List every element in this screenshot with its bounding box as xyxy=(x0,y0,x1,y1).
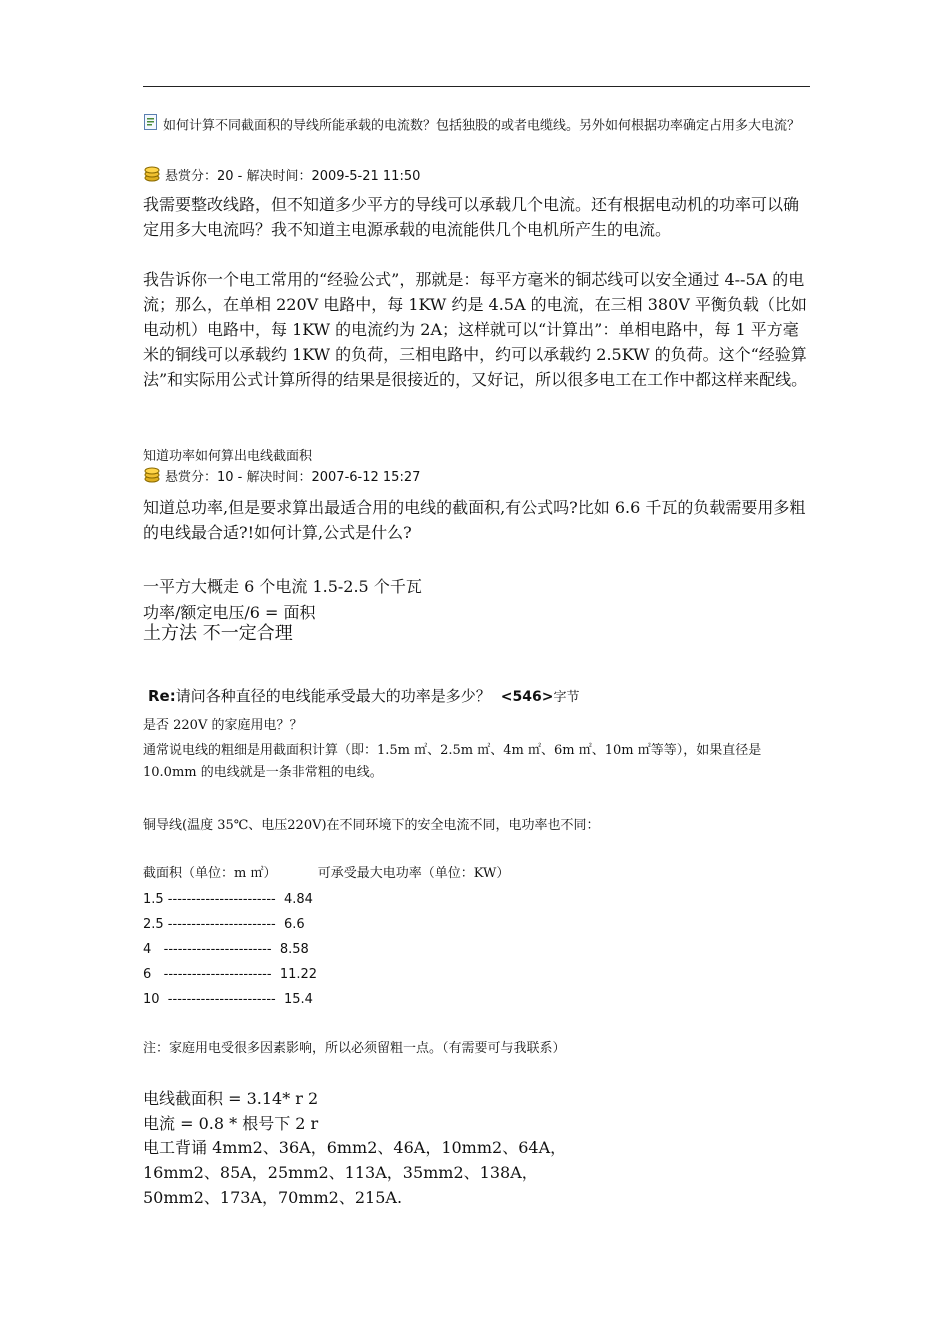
q2-question: 知道总功率,但是要求算出最适合用的电线的截面积,有公式吗?比如 6.6 千瓦的负载需要用多粗的电线最合适?!如何计算,公式是什么? xyxy=(143,498,806,542)
q1-title: 如何计算不同截面积的导线所能承载的电流数？包括独股的或者电缆线。另外如何根据功率确定占用多大电流？ xyxy=(143,113,810,139)
formula-line: 电工背诵 4mm2、36A，6mm2、46A，10mm2、64A， xyxy=(143,1138,567,1157)
q3-line2: 通常说电线的粗细是用截面积计算（即：1.5m ㎡、2.5m ㎡、4m ㎡、6m ㎡、10m ㎡等等），如果直径是 10.0mm 的电线就是一条非常粗的电线。 xyxy=(143,743,762,780)
table-header: 截面积（单位：m ㎡） 可承受最大电功率（单位：KW） xyxy=(143,866,510,881)
table-row: 10 ----------------------- 15.4 xyxy=(143,992,313,1007)
q1-meta: 悬赏分：20 - 解决时间：2009-5-21 11:50 xyxy=(143,165,810,188)
table-row: 4 ----------------------- 8.58 xyxy=(143,942,309,957)
top-rule xyxy=(143,86,810,87)
q2-answer-line3: 土方法 不一定合理 xyxy=(143,623,293,644)
q3-title: Re:请问各种直径的电线能承受最大的功率是多少？ <546>字节 xyxy=(148,687,580,705)
document-icon xyxy=(143,113,159,139)
coins-icon xyxy=(143,165,161,188)
q2-answer-line1: 一平方大概走 6 个电流 1.5-2.5 个千瓦 xyxy=(143,577,422,596)
table-row: 6 ----------------------- 11.22 xyxy=(143,967,318,982)
q1-answer: 我告诉你一个电工常用的“经验公式”，那就是：每平方毫米的铜芯线可以安全通过 4--5A 的电流；那么，在单相 220V 电路中，每 1KW 约是 4.5A 的电流，在三相 380V 平衡负载（比如电动机）电路中，每 1KW 的电流约为 2A；这样就可以“计算出”：单相电路中，每 1 平方毫米的铜线可以承载约 1KW 的负荷，三相电路中，约可以承载约 2.5KW 的负荷。这个“经验算法”和实际用公式计算所得的结果是很接近的，又好记，所以很多电工在工作中都这样来配线。 xyxy=(143,270,808,389)
table-row: 2.5 ----------------------- 6.6 xyxy=(143,917,305,932)
bytes-count: <546> xyxy=(500,689,554,705)
q2-answer-line2: 功率/额定电压/6 = 面积 xyxy=(143,603,316,622)
q3-line3: 铜导线(温度 35℃、电压220V)在不同环境下的安全电流不同，电功率也不同： xyxy=(143,818,600,833)
coins-icon xyxy=(143,466,161,489)
formula-line: 电流 = 0.8 * 根号下 2 r xyxy=(143,1114,319,1133)
q1-question: 我需要整改线路，但不知道多少平方的导线可以承载几个电流。还有根据电动机的功率可以确定用多大电流吗？我不知道主电源承载的电流能供几个电机所产生的电流。 xyxy=(143,195,800,239)
re-label: Re: xyxy=(148,687,176,705)
note: 注：家庭用电受很多因素影响，所以必须留粗一点。（有需要可与我联系） xyxy=(143,1041,566,1056)
table-row: 1.5 ----------------------- 4.84 xyxy=(143,892,313,907)
q2-meta: 悬赏分：10 - 解决时间：2007-6-12 15:27 xyxy=(143,466,810,489)
q3-line1: 是否 220V 的家庭用电？？ xyxy=(143,718,303,733)
formula-line: 50mm2、173A，70mm2、215A. xyxy=(143,1188,403,1207)
formula-line: 电线截面积 = 3.14* r 2 xyxy=(143,1089,319,1108)
formula-line: 16mm2、85A，25mm2、113A，35mm2、138A， xyxy=(143,1163,538,1182)
q2-title: 知道功率如何算出电线截面积 xyxy=(143,449,313,464)
